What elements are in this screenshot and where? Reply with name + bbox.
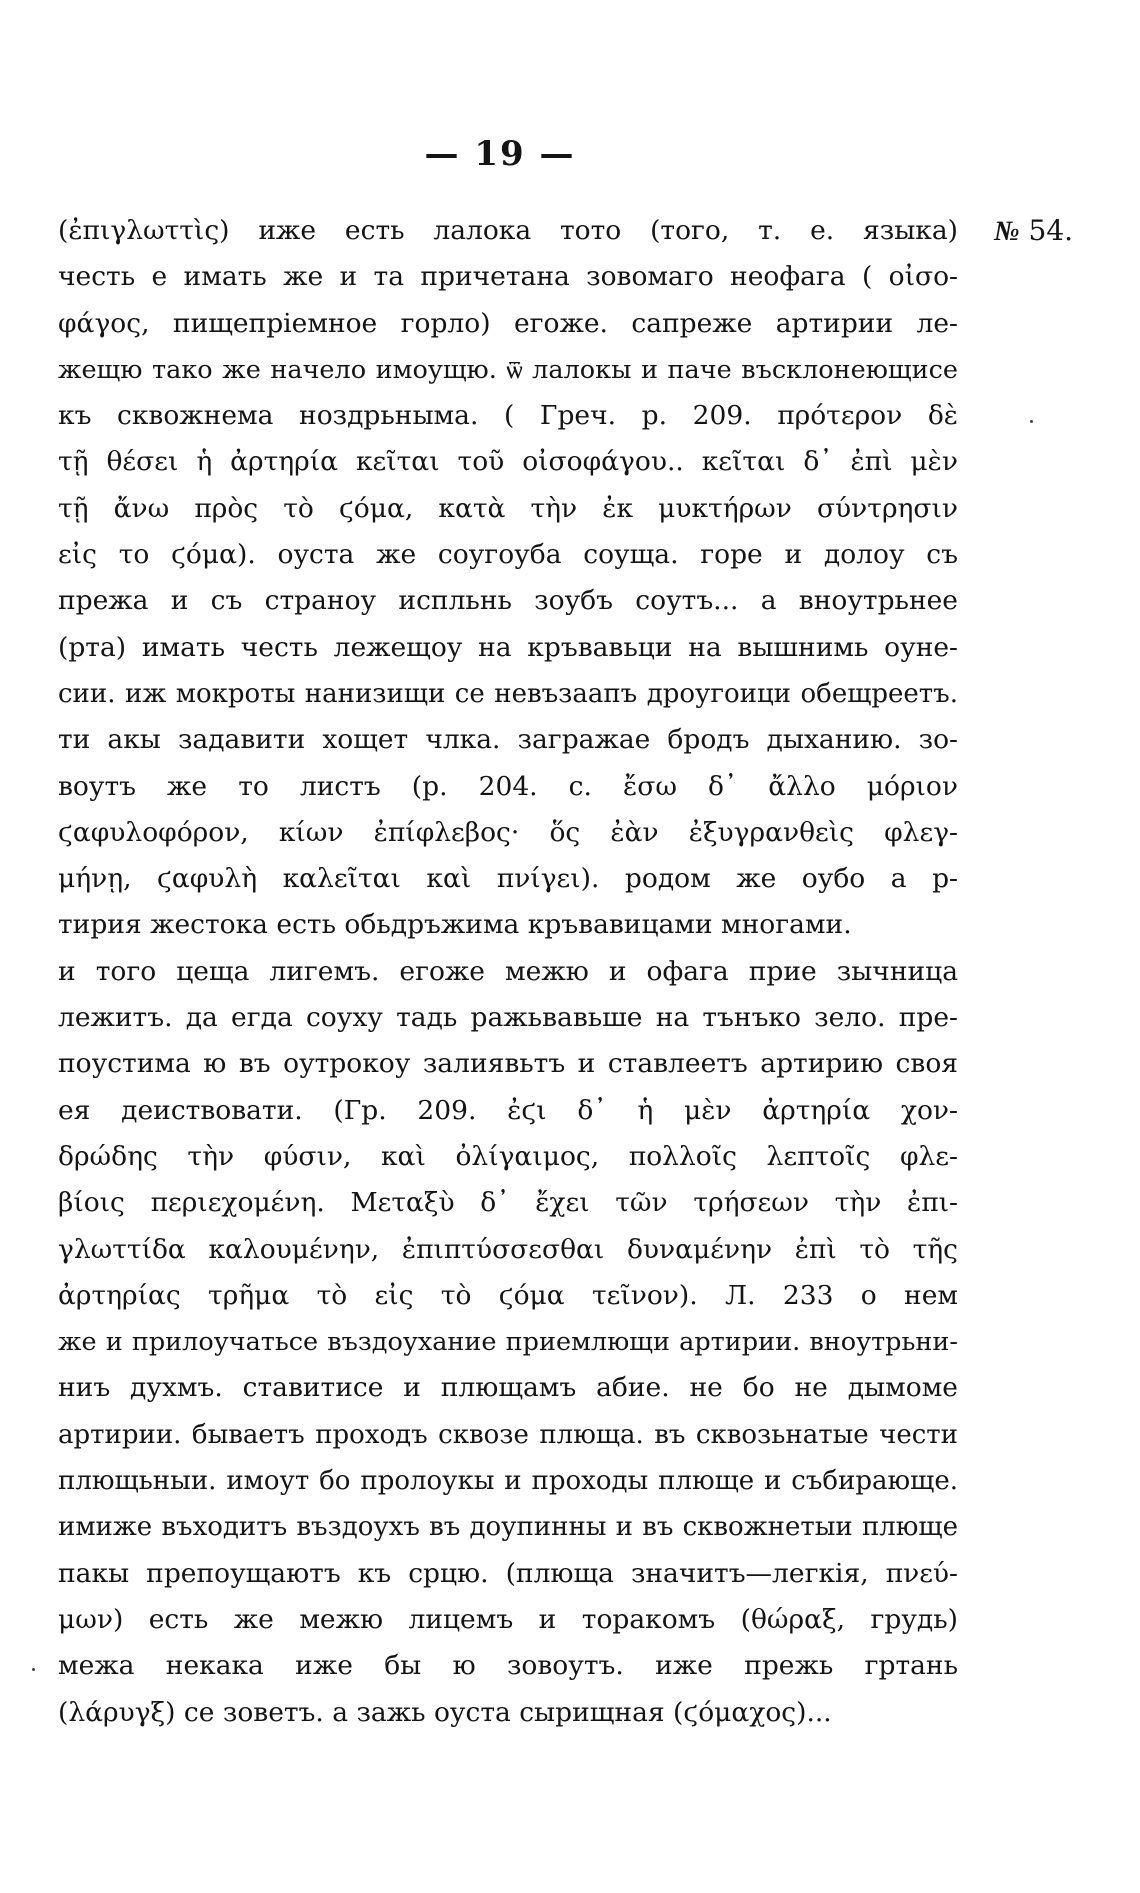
text-line: τῇ θέσει ἡ ἀρτηρία κεῖται τοῦ οἰσοφάγου.. κεῖται δ᾽ ἐπὶ μὲν (58, 446, 958, 478)
text-line: φάγος, пищепріемное горло) егоже. сапреже артирии ле- (58, 307, 958, 339)
page-number: — 19 — (424, 134, 576, 174)
text-line: γλωττίδα καλουμένην, ἐπιπτύσσεσθαι δυναμένην ἐπὶ τὸ τῆς (58, 1233, 958, 1265)
text-line: (ἐπιγλωττὶς) иже есть лалока тото (того, т. е. языка) (58, 215, 958, 246)
ink-speck (32, 1668, 35, 1671)
text-line: μήνῃ, ϛαφυλὴ καλεῖται καὶ πνίγει). родом же оубо а р- (58, 863, 958, 895)
text-line: честь е имать же и та причетана зовомаго неофага ( οἰσο- (58, 261, 958, 293)
text-line: поустима ю въ оутрокоу залиявьтъ и ставлеетъ артирию своя (58, 1048, 958, 1080)
text-line: лежитъ. да егда соуху тадь ражьвавьше на тънъко зело. пре- (58, 1002, 958, 1034)
text-line: τῇ ἄνω πρὸς τὸ ϛόμα, κατὰ τὴν ἐκ μυκτήρων σύντρησιν (58, 492, 958, 524)
text-line: (λάρυγξ) се зоветъ. а зажь оуста сырищная (ϛόμαχος)... (58, 1696, 832, 1728)
text-line: (рта) имать честь лежещоу на кръвавьци на вышнимь оуне- (58, 631, 958, 663)
text-line: δρώδης τὴν φύσιν, καὶ ὀλίγαιμος, πολλοῖς λεπτοῖς φλε- (58, 1140, 958, 1172)
text-line: воутъ же то листъ (р. 204. с. ἔσω δ᾽ ἄλλο μόριον (58, 770, 958, 802)
text-line: ти акы задавити хощет члка. загражае бродъ дыханию. зо- (58, 724, 958, 756)
text-line: тирия жестока есть обьдръжима кръвавицами многами. (58, 909, 852, 941)
text-line: жещю тако же начело имоущю. ѿ лалокы и паче въсклонеющисе (58, 354, 958, 385)
text-line: имиже въходитъ въздоухъ въ доупинны и въ сквожнетыи плюще (58, 1512, 958, 1543)
margin-note (994, 208, 1073, 254)
text-line: μων) есть же межю лицемъ и торакомъ (θώραξ, грудь) (58, 1603, 958, 1635)
text-line: и того цеща лигемъ. егоже межю и офагa прие зычница (58, 955, 958, 987)
text-line: сии. иж мокроты нанизищи се невъзаапъ дроугоици обещреетъ. (58, 678, 958, 709)
body-text (58, 208, 958, 1736)
margin-note-number: 54. (1028, 214, 1074, 247)
text-line: ἀρτηρίας τρῆμα τὸ εἰς τὸ ϛόμα τεῖνον). Л. 233 о нем (58, 1279, 958, 1311)
text-line: же и прилоучатьсе въздоуханиe приемлющи артирии. вноутрьни- (58, 1327, 958, 1358)
text-line: ϛαφυλοφόρον, κίων ἐπίφλεβος· ὅς ἐὰν ἐξυγρανθεὶς φλεγ- (58, 816, 958, 848)
text-line: εἰς το ϛόμα). оуста же соугоуба соуща. горе и долоу съ (58, 539, 958, 571)
text-line: прежа и съ страноу испльнь зоубъ соутъ... а вноутрьнее (58, 585, 958, 617)
text-line: ея деиствовати. (Гр. 209. ἐϛι δ᾽ ἡ μὲν ἀρτηρία χον- (58, 1094, 958, 1126)
text-line: ниъ духмъ. ставитисе и плющамъ абие. не бо не дымоме (58, 1372, 958, 1404)
text-line: артирии. бываетъ проходъ сквозе плюща. въ сквозьнатые чести (58, 1419, 958, 1450)
text-line: βίοις περιεχομένη. Μεταξὺ δ᾽ ἔχει τῶν τρήσεων τὴν ἐπι- (58, 1187, 958, 1219)
ink-speck (1030, 420, 1033, 423)
text-line: межа некака иже бы ю зовоутъ. иже прежь гртань (58, 1650, 958, 1682)
text-line: къ сквожнема ноздрьныма. ( Греч. р. 209. πρότερον δὲ (58, 400, 958, 432)
text-line: пакы препоущаютъ къ срцю. (плюща значитъ—легкія, πνεύ- (58, 1557, 958, 1589)
text-line: плющьныи. имоут бо пролоукы и проходы плюще и събирающе. (58, 1466, 958, 1497)
numero-sign: № (994, 216, 1020, 247)
